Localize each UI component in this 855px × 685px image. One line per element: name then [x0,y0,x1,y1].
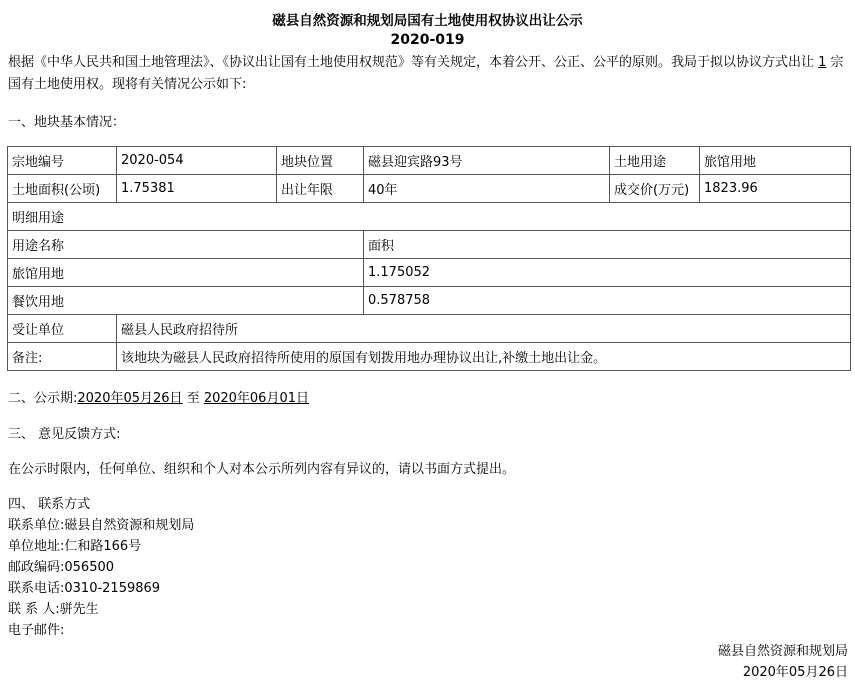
contact-person [8,598,99,617]
price-label: 成交价(万元) [610,175,700,203]
address-value: 仁和路166号 [64,539,142,554]
term-value: 40年 [364,175,610,203]
footer-date: 2020年05月26日 [742,665,848,680]
notice-number: 2020-019 [390,32,465,48]
page-title: 磁县自然资源和规划局国有土地使用权协议出让公示 [272,13,583,29]
phone-value: 0310-2159869 [64,581,161,596]
table-row [8,343,851,371]
section1-heading: 一、地块基本情况： [8,115,126,130]
contact-unit-label: 联系单位: [8,518,65,533]
contact-phone [8,577,160,596]
detail-heading: 明细用途 [8,203,851,231]
postcode-label: 邮政编码: [8,560,65,575]
contact-postcode [8,556,114,575]
price-value: 1823.96 [700,175,851,203]
postcode-value: 056500 [64,560,115,575]
contact-unit [8,514,194,533]
parcel-id-label: 宗地编号 [8,147,117,175]
section4-heading: 四、 联系方式 [8,497,91,512]
parcel-id-value: 2020-054 [117,147,277,175]
section3-heading: 三、 意见反馈方式: [8,427,121,442]
table-row [8,203,851,231]
address-label: 单位地址: [8,539,65,554]
location-value: 磁县迎宾路93号 [364,147,610,175]
usage-area: 0.578758 [364,287,851,315]
period-start: 2020年05月26日 [77,391,183,406]
land-use-label: 土地用途 [610,147,700,175]
remark-value: 该地块为磁县人民政府招待所使用的原国有划拨用地办理协议出让,补缴土地出让金。 [117,343,851,371]
intro-text-before: 根据《中华人民共和国土地管理法》、《协议出让国有土地使用权规范》等有关规定，本着公开、公正、公平的原则。我局于拟以协议方式出让 [8,55,819,70]
grantee-value: 磁县人民政府招待所 [117,315,851,343]
area-label: 土地面积(公顷) [8,175,117,203]
intro-paragraph [8,52,850,96]
table-row [8,231,851,259]
contact-email-label: 电子邮件: [8,623,65,638]
location-label: 地块位置 [277,147,364,175]
contact-person-value: 骈先生 [59,602,99,617]
contact-unit-value: 磁县自然资源和规划局 [64,518,195,533]
remark-label: 备注: [8,343,117,371]
period-to: 至 [182,391,204,406]
usage-area: 1.175052 [364,259,851,287]
period-label: 二、公示期: [8,391,78,406]
table-row [8,147,851,175]
land-use-value: 旅馆用地 [700,147,851,175]
usage-name-header: 用途名称 [8,231,364,259]
table-row [8,315,851,343]
contact-person-label: 联 系 人: [8,602,60,617]
footer-org: 磁县自然资源和规划局 [717,644,848,659]
table-row [8,259,851,287]
feedback-text: 在公示时限内，任何单位、组织和个人对本公示所列内容有异议的，请以书面方式提出。 [8,462,516,477]
usage-area-header: 面积 [364,231,851,259]
contact-address [8,535,141,554]
phone-label: 联系电话: [8,581,65,596]
parcel-info-table [7,146,851,371]
usage-name: 餐饮用地 [8,287,364,315]
publicity-period [8,387,309,406]
intro-text-after: 宗国有土地使用权。现将有关情况公示如下: [8,55,844,92]
period-end: 2020年06月01日 [203,391,309,406]
term-label: 出让年限 [277,175,364,203]
table-row [8,287,851,315]
area-value: 1.75381 [117,175,277,203]
table-row [8,175,851,203]
grantee-label: 受让单位 [8,315,117,343]
parcel-count: 1 [818,55,827,70]
usage-name: 旅馆用地 [8,259,364,287]
